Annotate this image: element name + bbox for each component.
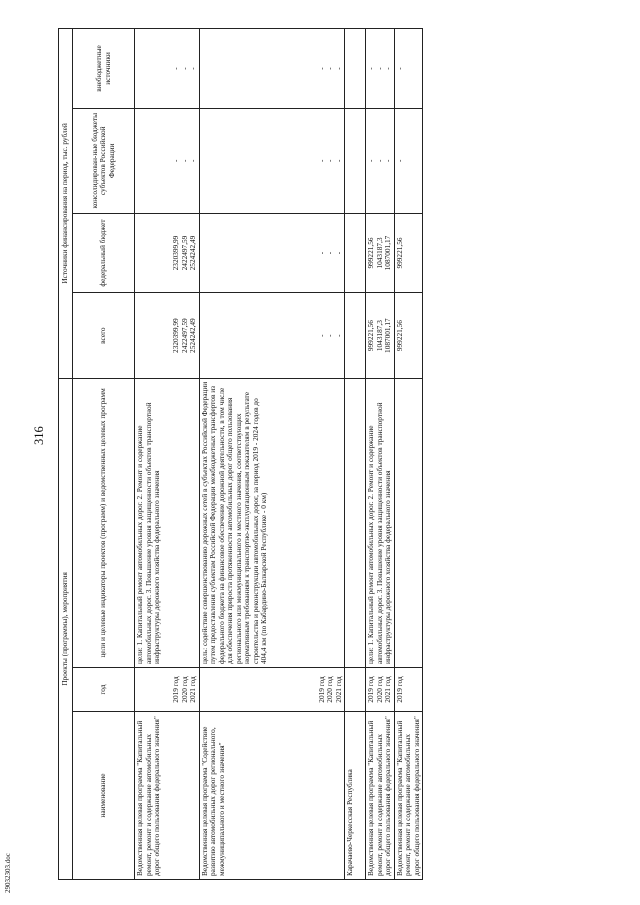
row-goal bbox=[394, 378, 423, 667]
rotated-page-content bbox=[58, 28, 621, 880]
row-spacer bbox=[136, 296, 145, 374]
row-spacer bbox=[136, 32, 145, 105]
row-spacer bbox=[246, 32, 255, 105]
row-federal-value: 999221,56 bbox=[366, 237, 376, 269]
row-total-value: - bbox=[316, 334, 326, 337]
header-regional: консолидирован-ные бюджеты субъектов Российской Федерации bbox=[73, 108, 135, 213]
header-federal: федеральный бюджет bbox=[73, 213, 135, 293]
row-extra-value: - bbox=[325, 67, 335, 70]
table-row bbox=[394, 29, 423, 880]
row-total-value: 2320399,99 bbox=[171, 318, 180, 353]
row-spacer bbox=[228, 217, 237, 290]
row-regional-value: - bbox=[374, 159, 384, 162]
row-extra-value: - bbox=[394, 67, 404, 70]
row-spacer bbox=[210, 296, 219, 374]
row-spacer bbox=[255, 671, 264, 708]
row-federal bbox=[366, 213, 395, 293]
row-spacer bbox=[291, 671, 300, 708]
row-spacer bbox=[136, 112, 145, 210]
row-spacer bbox=[300, 32, 309, 105]
row-spacer bbox=[255, 296, 264, 374]
row-spacer bbox=[136, 671, 145, 708]
row-spacer bbox=[300, 112, 309, 210]
row-regional bbox=[199, 108, 345, 213]
row-years-value: 2021 год bbox=[333, 676, 343, 703]
row-spacer bbox=[228, 671, 237, 708]
row-spacer bbox=[154, 32, 163, 105]
row-years bbox=[135, 667, 200, 711]
row-total bbox=[135, 293, 200, 378]
row-extra bbox=[135, 29, 200, 109]
row-spacer bbox=[201, 671, 210, 708]
header-projects-group: Проекты (программы), мероприятия bbox=[59, 378, 73, 879]
row-spacer bbox=[246, 296, 255, 374]
row-regional-value: - bbox=[325, 159, 335, 162]
row-years-value: 2020 год bbox=[179, 676, 189, 703]
row-name: Ведомственная целевая программа "Содействие развитию автомобильных дорог регионального, межмуниципального и местного значения" bbox=[199, 712, 345, 880]
row-total bbox=[199, 293, 345, 378]
row-spacer bbox=[264, 32, 273, 105]
row-spacer bbox=[282, 296, 291, 374]
row-total bbox=[345, 293, 366, 378]
table-header bbox=[59, 29, 135, 880]
row-spacer bbox=[237, 671, 246, 708]
row-spacer bbox=[273, 32, 282, 105]
row-name: Ведомственная целевая программа "Капитальный ремонт, ремонт и содержание автомобильных дорог общего пользования федерального значения" bbox=[394, 712, 423, 880]
header-total: всего bbox=[73, 293, 135, 378]
row-federal bbox=[394, 213, 423, 293]
row-federal-value: - bbox=[325, 251, 335, 255]
row-spacer bbox=[282, 217, 291, 290]
row-federal bbox=[345, 213, 366, 293]
row-federal-value: 1087001,17 bbox=[383, 235, 393, 271]
row-spacer bbox=[201, 112, 210, 210]
row-spacer bbox=[237, 296, 246, 374]
row-spacer bbox=[219, 112, 228, 210]
row-federal bbox=[135, 213, 200, 293]
row-spacer bbox=[246, 671, 255, 708]
row-years-value: 2019 год bbox=[171, 676, 180, 703]
row-regional-value: - bbox=[188, 159, 198, 162]
row-spacer bbox=[255, 112, 264, 210]
header-goals: цели и целевые индикаторы проектов (программ) и ведомственных целевых программ bbox=[73, 378, 135, 667]
row-total-value: 999221,56 bbox=[366, 320, 376, 352]
row-spacer bbox=[219, 32, 228, 105]
row-spacer bbox=[136, 217, 145, 290]
row-total-value: 1043187,3 bbox=[374, 320, 384, 352]
row-spacer bbox=[282, 32, 291, 105]
row-total-value: 999221,56 bbox=[394, 320, 404, 352]
row-federal-value: 2320399,99 bbox=[171, 235, 180, 271]
row-spacer bbox=[154, 217, 163, 290]
row-spacer bbox=[210, 112, 219, 210]
row-spacer bbox=[154, 671, 163, 708]
row-spacer bbox=[219, 217, 228, 290]
row-spacer bbox=[346, 32, 355, 105]
row-years bbox=[366, 667, 395, 711]
row-extra bbox=[345, 29, 366, 109]
row-regional bbox=[394, 108, 423, 213]
row-spacer bbox=[273, 671, 282, 708]
row-spacer bbox=[201, 32, 210, 105]
row-years-value: 2020 год bbox=[325, 676, 335, 703]
row-total-value: 2422497,59 bbox=[179, 318, 189, 353]
row-extra-value: - bbox=[383, 67, 393, 70]
row-spacer bbox=[145, 32, 154, 105]
row-spacer bbox=[255, 217, 264, 290]
row-name: Ведомственная целевая программа "Капитальный ремонт, ремонт и содержание автомобильных дорог общего пользования федерального значения" bbox=[135, 712, 200, 880]
row-spacer bbox=[300, 296, 309, 374]
row-regional-value: - bbox=[394, 159, 404, 162]
row-name: Ведомственная целевая программа "Капитальный ремонт, ремонт и содержание автомобильных дорог общего пользования федерального значения" bbox=[366, 712, 395, 880]
row-spacer bbox=[346, 296, 355, 374]
row-spacer bbox=[273, 112, 282, 210]
row-spacer bbox=[201, 296, 210, 374]
row-goal: цели: 1. Капитальный ремонт автомобильных дорог. 2. Ремонт и содержание автомобильных дорог. 3. Повышение уровня защищенности объектов транспортной инфраструктуры дорожного хозяйства федерального значения bbox=[366, 378, 395, 667]
row-extra-value: - bbox=[179, 67, 189, 70]
row-spacer bbox=[228, 296, 237, 374]
row-federal-value: 999221,56 bbox=[394, 237, 404, 269]
row-spacer bbox=[154, 296, 163, 374]
row-years-value: 2019 год bbox=[394, 676, 404, 703]
row-spacer bbox=[237, 112, 246, 210]
row-extra-value: - bbox=[316, 67, 326, 70]
row-federal-value: 1043187,3 bbox=[374, 237, 384, 269]
row-spacer bbox=[264, 296, 273, 374]
row-federal bbox=[199, 213, 345, 293]
row-extra bbox=[366, 29, 395, 109]
row-spacer bbox=[246, 112, 255, 210]
row-spacer bbox=[255, 32, 264, 105]
row-regional-value: - bbox=[383, 159, 393, 162]
row-spacer bbox=[300, 671, 309, 708]
row-regional bbox=[345, 108, 366, 213]
row-extra-value: - bbox=[188, 67, 198, 70]
row-spacer bbox=[300, 217, 309, 290]
row-total bbox=[394, 293, 423, 378]
row-spacer bbox=[291, 217, 300, 290]
row-federal-value: - bbox=[316, 251, 326, 255]
row-regional-value: - bbox=[333, 159, 343, 162]
row-total-value: 1087001,17 bbox=[383, 318, 393, 353]
row-spacer bbox=[210, 217, 219, 290]
row-total-value: 2524242,49 bbox=[188, 318, 198, 353]
row-spacer bbox=[273, 296, 282, 374]
row-spacer bbox=[154, 112, 163, 210]
row-extra-value: - bbox=[333, 67, 343, 70]
row-spacer bbox=[346, 671, 355, 708]
row-total-value: - bbox=[333, 334, 343, 337]
row-total bbox=[366, 293, 395, 378]
row-extra-value: - bbox=[171, 67, 180, 70]
row-spacer bbox=[228, 112, 237, 210]
row-spacer bbox=[210, 32, 219, 105]
row-spacer bbox=[273, 217, 282, 290]
row-spacer bbox=[145, 671, 154, 708]
row-regional-value: - bbox=[171, 159, 180, 162]
row-spacer bbox=[219, 296, 228, 374]
row-federal-value: 2524242,49 bbox=[188, 235, 198, 271]
row-spacer bbox=[291, 112, 300, 210]
row-spacer bbox=[282, 112, 291, 210]
row-regional-value: - bbox=[316, 159, 326, 162]
row-years-value: 2019 год bbox=[366, 676, 376, 703]
row-years bbox=[394, 667, 423, 711]
row-spacer bbox=[145, 217, 154, 290]
row-extra-value: - bbox=[366, 67, 376, 70]
row-years-value: 2019 год bbox=[316, 676, 326, 703]
row-regional-value: - bbox=[179, 159, 189, 162]
row-spacer bbox=[145, 112, 154, 210]
row-spacer bbox=[237, 217, 246, 290]
row-spacer bbox=[219, 671, 228, 708]
row-federal-value: 2422497,59 bbox=[179, 235, 189, 271]
header-funding-group: Источники финансирования на период, тыс. рублей bbox=[59, 29, 73, 379]
table-row bbox=[345, 29, 366, 880]
row-spacer bbox=[145, 296, 154, 374]
row-extra-value: - bbox=[374, 67, 384, 70]
page-number: 316 bbox=[32, 426, 46, 445]
header-year: год bbox=[73, 667, 135, 711]
row-regional-value: - bbox=[366, 159, 376, 162]
financing-table bbox=[58, 28, 423, 880]
row-spacer bbox=[264, 112, 273, 210]
row-spacer bbox=[210, 671, 219, 708]
row-years bbox=[199, 667, 345, 711]
row-spacer bbox=[355, 32, 364, 105]
row-goal: цели: 1. Капитальный ремонт автомобильных дорог. 2. Ремонт и содержание автомобильных дорог. 3. Повышение уровня защищенности объектов транспортной инфраструктуры дорожного хозяйства федерального значения bbox=[135, 378, 200, 667]
row-regional bbox=[135, 108, 200, 213]
row-years-value: 2020 год bbox=[374, 676, 384, 703]
row-spacer bbox=[355, 296, 364, 374]
table-row bbox=[366, 29, 395, 880]
row-spacer bbox=[291, 296, 300, 374]
row-spacer bbox=[246, 217, 255, 290]
row-spacer bbox=[291, 32, 300, 105]
row-spacer bbox=[282, 671, 291, 708]
row-spacer bbox=[264, 671, 273, 708]
row-spacer bbox=[346, 217, 355, 290]
row-federal-value: - bbox=[333, 251, 343, 255]
row-spacer bbox=[237, 32, 246, 105]
row-spacer bbox=[355, 112, 364, 210]
table-row bbox=[135, 29, 200, 880]
row-goal bbox=[345, 378, 366, 667]
row-regional bbox=[366, 108, 395, 213]
row-years-value: 2021 год bbox=[383, 676, 393, 703]
row-spacer bbox=[264, 217, 273, 290]
row-extra bbox=[199, 29, 345, 109]
table-body bbox=[135, 29, 423, 880]
row-goal: цель: содействие совершенствованию дорожных сетей в субъектах Российской Федерации путем предоставления субъектам Российской Федерации межбюджетных трансфертов из федерального бюджета на финансовое обеспечение дорожной деятельности, в том числе для обеспечения прироста протяженности автомобильных дорог общего пользования регионального или межмуниципального и местного значения, соответствующих нормативным требованиям к транспортно-эксплуатационным показателям в результате строительства и реконструкции автомобильных дорог, за период 2019 - 2024 годов до 404,4 км (по Кабардино-Балкарской Республике - 0 км) bbox=[199, 378, 345, 667]
row-spacer bbox=[228, 32, 237, 105]
row-total-value: - bbox=[325, 334, 335, 337]
row-years-value: 2021 год bbox=[188, 676, 198, 703]
row-name: Карачаево-Черкесская Республика bbox=[345, 712, 366, 880]
header-extra: внебюджетные источники bbox=[73, 29, 135, 109]
row-extra bbox=[394, 29, 423, 109]
row-spacer bbox=[201, 217, 210, 290]
header-name: наименование bbox=[73, 712, 135, 880]
row-spacer bbox=[355, 671, 364, 708]
table-row bbox=[199, 29, 345, 880]
row-spacer bbox=[355, 217, 364, 290]
row-spacer bbox=[346, 112, 355, 210]
row-years bbox=[345, 667, 366, 711]
footer-code: 29032303.doc bbox=[4, 853, 12, 893]
